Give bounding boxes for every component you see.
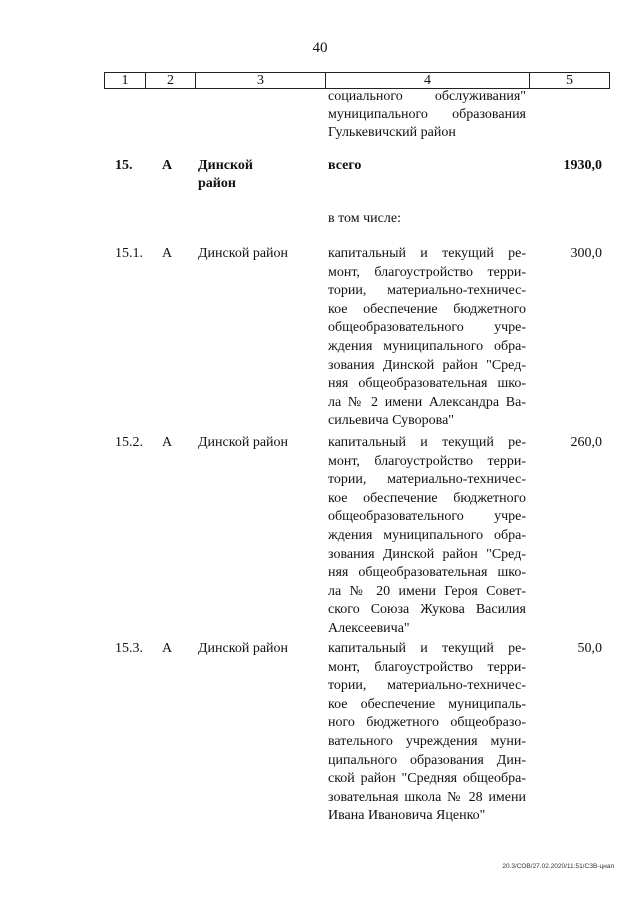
description-line: кое обеспечение муниципаль- <box>328 696 526 712</box>
description-line: Алексеевича" <box>328 620 410 636</box>
description-line: ла № 2 имени Александра Ва- <box>328 394 526 410</box>
header-col-5: 5 <box>566 73 573 88</box>
row-municipality: Динской район <box>198 641 289 656</box>
row-category: А <box>162 435 173 450</box>
section-category: А <box>162 158 173 173</box>
row-municipality: Динской район <box>198 246 289 261</box>
continuation-line: муниципального образования <box>328 107 526 122</box>
description-line: вательного учреждения муни- <box>328 733 526 749</box>
row-amount: 300,0 <box>570 246 602 261</box>
header-col-3: 3 <box>196 73 326 88</box>
section-number: 15. <box>115 158 133 173</box>
description-line: монт, благоустройство терри- <box>328 659 526 675</box>
description-line: кое обеспечение бюджетного <box>328 301 526 317</box>
including-label: в том числе: <box>328 211 401 226</box>
description-line: ного бюджетного общеобразо- <box>328 715 526 731</box>
description-line: общеобразовательного учре- <box>328 320 526 336</box>
continuation-line: социального обслуживания" <box>328 89 526 104</box>
description-line: Ивана Ивановича Яценко" <box>328 808 486 824</box>
description-line: ждения муниципального обра- <box>328 527 526 543</box>
description-line: зования Динской район "Сред- <box>328 546 526 562</box>
row-description <box>328 245 526 431</box>
description-line: тории, материально-техничес- <box>328 472 526 488</box>
section-municipality <box>198 157 318 193</box>
description-line: общеобразовательного учре- <box>328 509 526 525</box>
section-description: всего <box>328 158 362 173</box>
description-line: няя общеобразовательная шко- <box>328 376 526 392</box>
row-amount: 50,0 <box>577 641 602 656</box>
page-number: 40 <box>312 40 328 56</box>
description-line: кое обеспечение бюджетного <box>328 490 526 506</box>
description-line: сильевича Суворова" <box>328 413 455 429</box>
header-col-2: 2 <box>146 73 196 88</box>
header-col-1: 1 <box>105 73 146 88</box>
row-description <box>328 434 526 639</box>
continuation-line: Гулькевичский район <box>328 125 456 140</box>
row-description <box>328 640 526 826</box>
description-line: монт, благоустройство терри- <box>328 264 526 280</box>
description-line: ждения муниципального обра- <box>328 338 526 354</box>
description-line: ского Союза Жукова Василия <box>328 602 526 618</box>
row-number: 15.2. <box>115 435 143 450</box>
description-line: ципального образования Дин- <box>328 752 526 768</box>
section-municipality-line2: район <box>198 176 236 191</box>
section-amount: 1930,0 <box>563 158 602 173</box>
description-line: монт, благоустройство терри- <box>328 453 526 469</box>
section-municipality-line1: Динской <box>198 158 253 173</box>
description-line: тории, материально-техничес- <box>328 678 526 694</box>
row-category: А <box>162 246 173 261</box>
footer-document-code: 20.3/СОВ/27.02.2020/11:51/СЗВ-цнап <box>502 863 614 870</box>
continuation-text <box>328 88 526 142</box>
row-amount: 260,0 <box>570 435 602 450</box>
description-line: зования Динской район "Сред- <box>328 357 526 373</box>
row-municipality: Динской район <box>198 435 289 450</box>
description-line: тории, материально-техничес- <box>328 283 526 299</box>
row-number: 15.3. <box>115 641 143 656</box>
header-col-4: 4 <box>326 73 530 88</box>
table-header-row <box>104 72 610 89</box>
description-line: капитальный и текущий ре- <box>328 641 526 656</box>
description-line: ла № 20 имени Героя Совет- <box>328 583 526 599</box>
description-line: капитальный и текущий ре- <box>328 246 526 261</box>
description-line: зовательная школа № 28 имени <box>328 789 526 805</box>
row-category: А <box>162 641 173 656</box>
description-line: ской район "Средняя общеобра- <box>328 771 526 787</box>
description-line: капитальный и текущий ре- <box>328 435 526 450</box>
row-number: 15.1. <box>115 246 143 261</box>
description-line: няя общеобразовательная шко- <box>328 565 526 581</box>
